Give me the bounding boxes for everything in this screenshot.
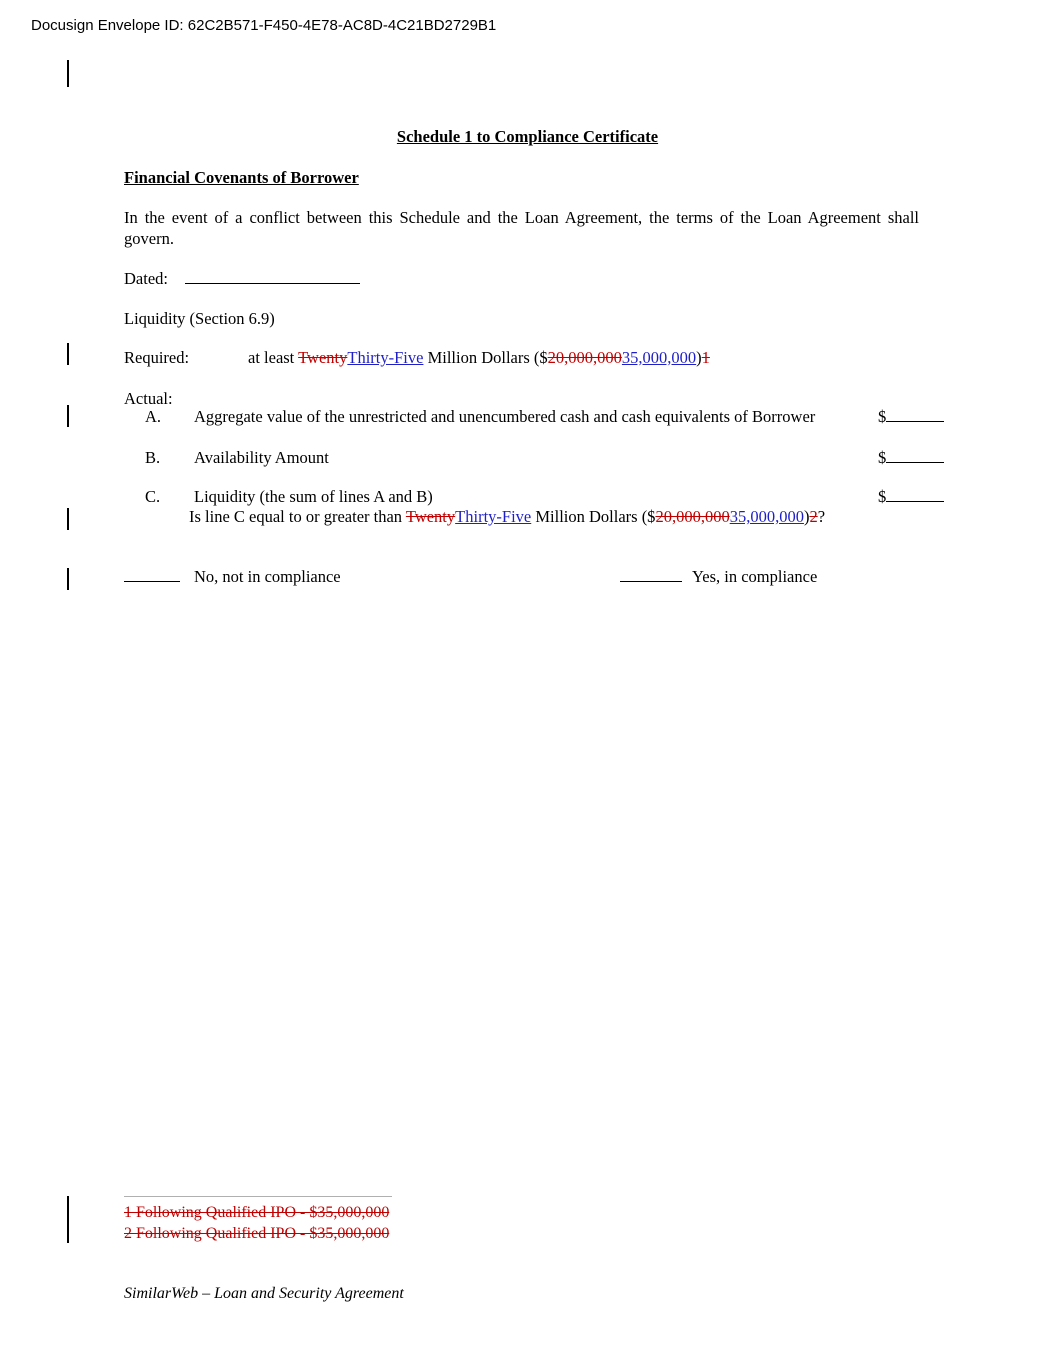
change-bar (67, 1196, 69, 1243)
document-title (0, 126, 1055, 147)
inserted-text: Thirty-Five (455, 507, 532, 526)
change-bar (67, 60, 69, 87)
inserted-text: 35,000,000 (729, 507, 804, 526)
document-title-text: Schedule 1 to Compliance Certificate (396, 127, 659, 146)
inserted-text: Thirty-Five (347, 348, 424, 367)
item-amount-field: $ (878, 406, 944, 427)
item-text: Availability Amount (194, 448, 329, 467)
change-bar (67, 343, 69, 365)
yes-compliance-label: Yes, in compliance (692, 567, 818, 586)
deleted-text: 20,000,000 (655, 507, 730, 526)
item-amount-field: $ (878, 447, 944, 468)
item-letter: C. (145, 487, 161, 506)
item-text: Aggregate value of the unrestricted and unencumbered cash and cash equivalents of Borrower (194, 407, 816, 426)
inserted-text: 35,000,000 (621, 348, 697, 367)
intro-paragraph: In the event of a conflict between this Schedule and the Loan Agreement, the terms of the Loan Agreement shall govern. (124, 208, 919, 248)
section-heading: Financial Covenants of Borrower (124, 168, 359, 187)
footnote-reference: 1 (701, 348, 710, 367)
dated-label: Dated: (124, 269, 168, 288)
required-value: at least TwentyThirty-Five Million Dollars ($20,000,00035,000,000)1 (248, 348, 710, 367)
no-compliance-blank-field (124, 566, 180, 582)
item-letter: B. (145, 448, 161, 467)
deleted-text: Twenty (405, 507, 456, 526)
change-bar (67, 568, 69, 590)
item-letter: A. (145, 407, 162, 426)
dated-blank-field (185, 268, 360, 284)
actual-label: Actual: (124, 389, 173, 408)
deleted-text: Twenty (298, 348, 348, 367)
change-bar (67, 405, 69, 427)
item-text: Liquidity (the sum of lines A and B) (194, 487, 433, 506)
footnote-1: 1 Following Qualified IPO - $35,000,000 (124, 1204, 390, 1221)
footnote-separator (124, 1196, 392, 1197)
line-c-question: Is line C equal to or greater than TwentyThirty-Five Million Dollars ($20,000,00035,000,000)2? (189, 507, 826, 526)
amount-blank-field (886, 406, 944, 422)
dated-line (124, 268, 360, 289)
compliance-yes-option (620, 566, 817, 587)
no-compliance-label: No, not in compliance (194, 567, 341, 586)
liquidity-heading: Liquidity (Section 6.9) (124, 309, 275, 328)
item-amount-field: $ (878, 486, 944, 507)
compliance-no-option (124, 566, 341, 587)
document-footer: SimilarWeb – Loan and Security Agreement (124, 1285, 404, 1302)
amount-blank-field (886, 486, 944, 502)
amount-blank-field (886, 447, 944, 463)
yes-compliance-blank-field (620, 566, 682, 582)
change-bar (67, 508, 69, 530)
required-label: Required: (124, 348, 190, 367)
footnote-2: 2 Following Qualified IPO - $35,000,000 (124, 1225, 390, 1242)
docusign-envelope-id: Docusign Envelope ID: 62C2B571-F450-4E78-AC8D-4C21BD2729B1 (31, 17, 497, 34)
deleted-text: 20,000,000 (547, 348, 622, 367)
footnote-reference: 2 (809, 507, 818, 526)
